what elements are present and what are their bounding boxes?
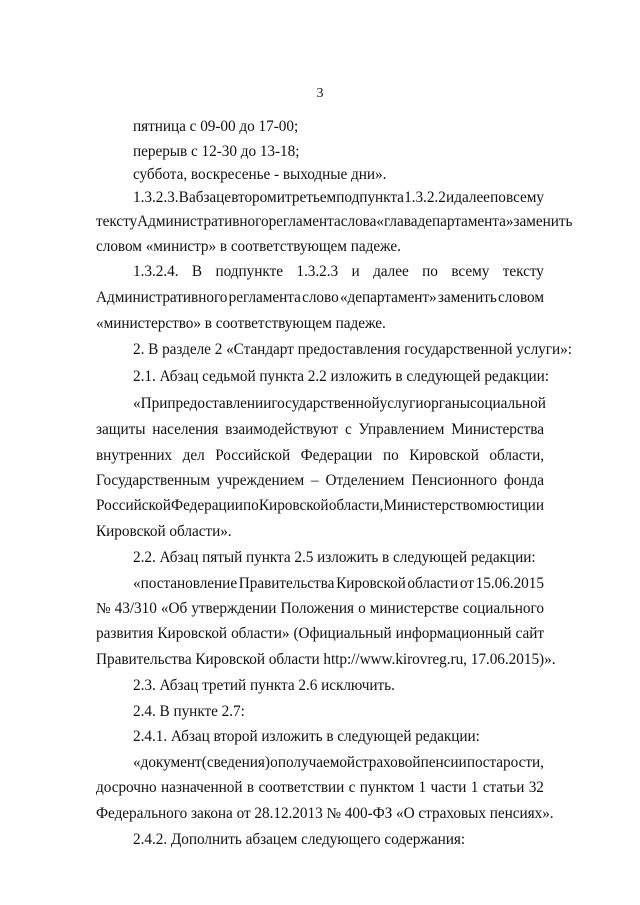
text-line: тексту Административного регламента слова «глава департамента» заменить: [96, 213, 573, 230]
text-line: пятница с 09-00 до 17-00;: [133, 118, 299, 135]
text-line: «документ (сведения) о получаемой страховой пенсии по старости,: [133, 754, 544, 771]
text-line: внутренних дел Российской Федерации по Кировской области,: [96, 447, 544, 464]
text-line: № 43/310 «Об утверждении Положения о министерстве социального: [96, 600, 544, 617]
text-line: Федерального закона от 28.12.2013 № 400-ФЗ «О страховых пенсиях».: [96, 805, 554, 822]
text-line: перерыв с 12-30 до 13-18;: [133, 143, 300, 160]
text-line: Государственным учреждением – Отделением Пенсионного фонда: [96, 472, 544, 489]
text-line: развития Кировской области» (Официальный информационный сайт: [96, 625, 544, 642]
text-line: досрочно назначенной в соответствии с пунктом 1 части 1 статьи 32: [96, 779, 544, 796]
text-line: «постановление Правительства Кировской области от 15.06.2015: [133, 575, 544, 592]
text-line: Российской Федерации по Кировской области, Министерством юстиции: [96, 497, 544, 514]
text-line: 2.2. Абзац пятый пункта 2.5 изложить в следующей редакции:: [133, 549, 536, 566]
text-line: 2.1. Абзац седьмой пункта 2.2 изложить в следующей редакции:: [133, 368, 549, 385]
text-line: Кировской области».: [96, 523, 232, 540]
text-line: 2.4.1. Абзац второй изложить в следующей редакции:: [133, 728, 480, 745]
text-line: защиты населения взаимодействуют с Управлением Министерства: [96, 421, 544, 438]
text-line: словом «министр» в соответствующем падеже.: [96, 238, 401, 255]
text-line: 2.4.2. Дополнить абзацем следующего содержания:: [133, 831, 466, 848]
text-line: «министерство» в соответствующем падеже.: [96, 315, 386, 332]
text-line: 1.3.2.3. В абзаце втором и третьем подпункта 1.3.2.2 и далее по всему: [133, 189, 544, 206]
text-line: 2. В разделе 2 «Стандарт предоставления государственной услуги»:: [133, 341, 572, 358]
text-line: Правительства Кировской области http://www.kirovreg.ru, 17.06.2015)».: [96, 651, 556, 668]
text-line: Административного регламента слово «департамент» заменить словом: [96, 289, 544, 306]
page-number: 3: [316, 86, 324, 101]
text-line: суббота, воскресенье - выходные дни».: [133, 166, 387, 183]
text-line: «При предоставлении государственной услуги органы социальной: [133, 395, 546, 412]
text-line: 2.4. В пункте 2.7:: [133, 703, 245, 720]
text-line: 1.3.2.4. В подпункте 1.3.2.3 и далее по всему тексту: [133, 263, 544, 280]
text-line: 2.3. Абзац третий пункта 2.6 исключить.: [133, 677, 395, 694]
